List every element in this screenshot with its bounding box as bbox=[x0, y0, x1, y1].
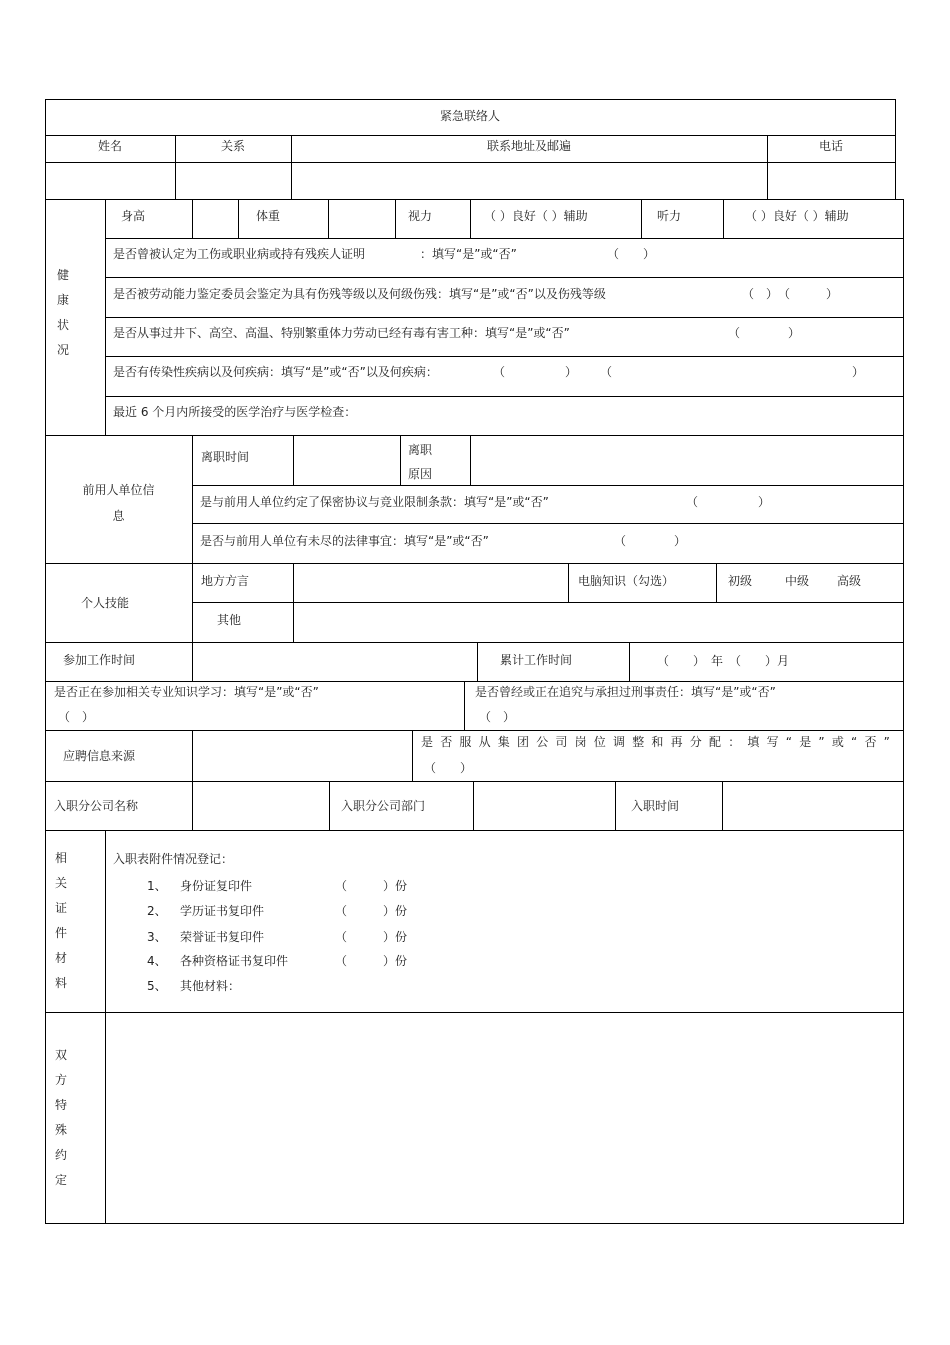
emergency-address-header: 联系地址及邮遍 bbox=[486, 139, 571, 153]
infectious-disease-answer[interactable]: （ ） bbox=[493, 365, 578, 379]
vision-options[interactable]: （ ）良好（ ）辅助 bbox=[484, 209, 588, 223]
study-question: 是否正在参加相关专业知识学习：填写“是”或“否” bbox=[54, 685, 319, 699]
computer-level-intermediate[interactable]: 中级 bbox=[785, 574, 810, 588]
other-skill-input[interactable] bbox=[294, 603, 903, 641]
dialect-input[interactable] bbox=[294, 564, 567, 601]
entry-time-input[interactable] bbox=[723, 782, 903, 829]
legal-matters-answer[interactable]: （ ） bbox=[614, 534, 687, 548]
total-work-label: 累计工作时间 bbox=[500, 653, 573, 667]
other-skill-label: 其他 bbox=[217, 613, 242, 627]
occupational-injury-answer[interactable]: （ ） bbox=[607, 247, 656, 261]
legal-matters-question: 是否与前用人单位有未尽的法律事宜：填写“是”或“否” bbox=[200, 534, 489, 548]
attachment-count[interactable]: （ ）份 bbox=[335, 954, 408, 968]
emergency-title: 紧急联络人 bbox=[439, 109, 500, 123]
height-input[interactable] bbox=[193, 200, 237, 238]
total-work-answer[interactable]: （ ） 年 （ ）月 bbox=[657, 654, 790, 668]
weight-input[interactable] bbox=[329, 200, 394, 238]
non-compete-question: 是与前用人单位约定了保密协议与竞业限制条款：填写“是”或“否” bbox=[200, 495, 549, 509]
emergency-relation-input[interactable] bbox=[176, 163, 290, 199]
work-start-label: 参加工作时间 bbox=[63, 653, 136, 667]
skills-section-label: 个人技能 bbox=[80, 596, 129, 610]
computer-level-advanced[interactable]: 高级 bbox=[837, 574, 862, 588]
entry-company-input[interactable] bbox=[193, 782, 328, 829]
infectious-disease-name-open[interactable]: （ bbox=[600, 365, 613, 379]
dialect-label: 地方方言 bbox=[201, 574, 250, 588]
hearing-options[interactable]: （ ）良好（ ）辅助 bbox=[745, 209, 849, 223]
infectious-disease-question: 是否有传染性疾病以及何疾病：填写“是”或“否”以及何疾病： bbox=[113, 365, 438, 379]
emergency-phone-header: 电话 bbox=[818, 139, 843, 153]
job-source-input[interactable] bbox=[193, 731, 411, 780]
leave-reason-input[interactable] bbox=[471, 436, 903, 484]
attachments-title: 入职表附件情况登记： bbox=[113, 852, 234, 866]
non-compete-answer[interactable]: （ ） bbox=[686, 495, 771, 509]
leave-time-input[interactable] bbox=[294, 436, 399, 484]
emergency-name-input[interactable] bbox=[46, 163, 174, 199]
job-source-label: 应聘信息来源 bbox=[63, 749, 136, 763]
reassignment-question: 是否服从集团公司岗位调整和再分配：填写“是”或“否” bbox=[421, 735, 898, 749]
occupational-injury-question: 是否曾被认定为工伤或职业病或持有残疾人证明 bbox=[113, 247, 366, 261]
attachment-count[interactable]: （ ）份 bbox=[335, 879, 408, 893]
entry-company-label: 入职分公司名称 bbox=[54, 799, 139, 813]
criminal-question: 是否曾经或正在追究与承担过刑事责任：填写“是”或“否” bbox=[475, 685, 776, 699]
study-answer[interactable]: （ ） bbox=[58, 710, 95, 724]
emergency-phone-input[interactable] bbox=[768, 163, 894, 199]
prev-employer-section-label: 前用人单位信 息 bbox=[82, 483, 155, 523]
emergency-relation-header: 关系 bbox=[220, 139, 245, 153]
criminal-answer[interactable]: （ ） bbox=[479, 710, 516, 724]
infectious-disease-name-close: ） bbox=[852, 365, 865, 379]
emergency-address-input[interactable] bbox=[292, 163, 766, 199]
disability-grade-question: 是否被劳动能力鉴定委员会鉴定为具有伤残等级以及何级伤残：填写“是”或“否”以及伤残等级 bbox=[113, 287, 606, 301]
special-agreement-input[interactable] bbox=[106, 1013, 903, 1223]
emergency-name-header: 姓名 bbox=[97, 139, 122, 153]
hazardous-work-question: 是否从事过井下、高空、高温、特别繁重体力劳动已经有毒有害工种：填写“是”或“否” bbox=[113, 326, 570, 340]
entry-dept-label: 入职分公司部门 bbox=[341, 799, 426, 813]
hazardous-work-answer[interactable]: （ ） bbox=[728, 326, 801, 340]
computer-skill-label: 电脑知识（勾选） bbox=[578, 574, 675, 588]
height-label: 身高 bbox=[121, 209, 146, 223]
entry-dept-input[interactable] bbox=[474, 782, 614, 829]
attachment-count[interactable]: （ ）份 bbox=[335, 930, 408, 944]
weight-label: 体重 bbox=[256, 209, 281, 223]
attachment-count[interactable]: （ ）份 bbox=[335, 904, 408, 918]
leave-reason-label: 离职 原因 bbox=[408, 443, 433, 481]
computer-level-basic[interactable]: 初级 bbox=[728, 574, 753, 588]
disability-grade-answer[interactable]: （ ） （ ） bbox=[742, 287, 839, 301]
occupational-injury-suffix: ：填写“是”或“否” bbox=[420, 247, 517, 261]
leave-time-label: 离职时间 bbox=[201, 450, 250, 464]
reassignment-answer[interactable]: （ ） bbox=[424, 761, 473, 775]
recent-medical-question: 最近 6 个月内所接受的医学治疗与医学检查： bbox=[113, 405, 357, 419]
hearing-label: 听力 bbox=[657, 209, 682, 223]
work-start-input[interactable] bbox=[193, 643, 476, 680]
vision-label: 视力 bbox=[408, 209, 433, 223]
entry-time-label: 入职时间 bbox=[631, 799, 680, 813]
